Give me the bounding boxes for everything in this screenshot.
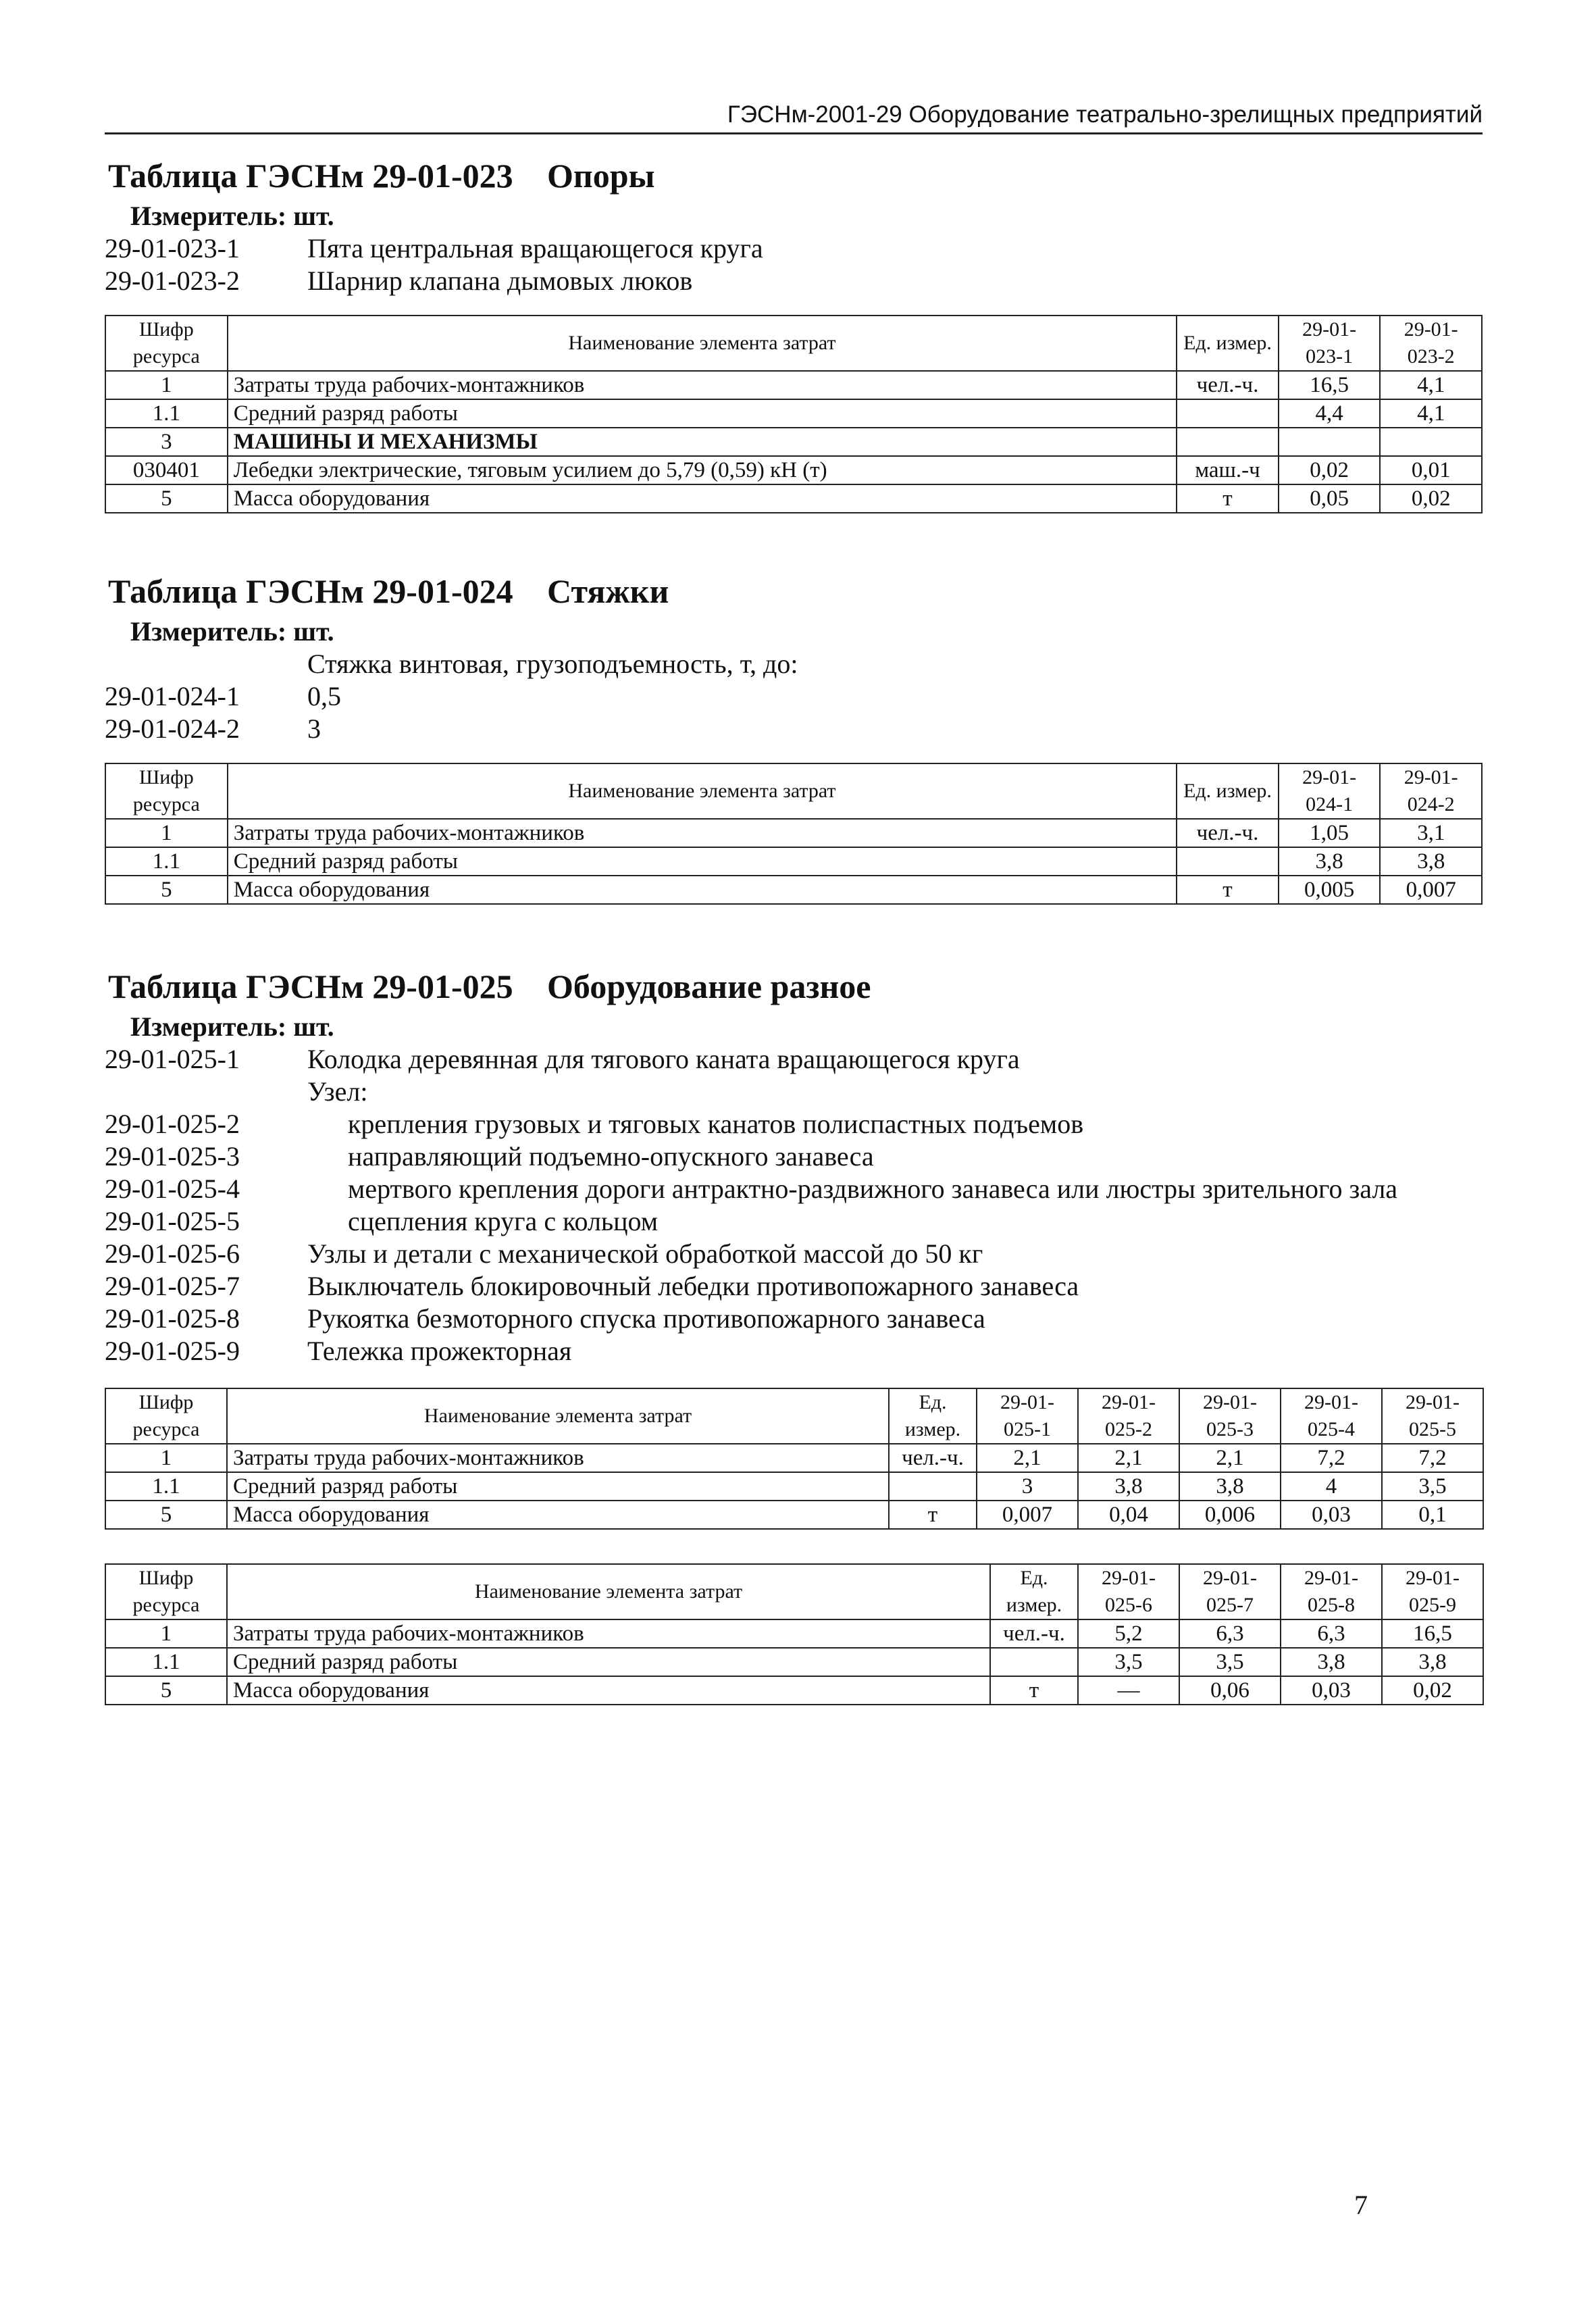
header-column: 29-01-023-2 [1380, 316, 1482, 371]
cell-value: 6,3 [1281, 1619, 1382, 1648]
cell-value: 3,8 [1279, 847, 1381, 876]
cell-value: 7,2 [1382, 1444, 1483, 1472]
item-intro [105, 648, 1483, 680]
cell-unit: т [990, 1676, 1078, 1705]
item-text: Тележка прожекторная [307, 1336, 572, 1366]
cell-value: 3,1 [1380, 819, 1482, 847]
cell-name: МАШИНЫ И МЕХАНИЗМЫ [228, 428, 1177, 456]
header-unit: Ед. измер. [1177, 763, 1279, 819]
item-code: 29-01-023-2 [105, 266, 240, 296]
item-code: 29-01-023-1 [105, 233, 240, 263]
item-code: 29-01-025-6 [105, 1238, 240, 1269]
intro-text: Стяжка винтовая, грузоподъемность, т, до: [307, 649, 798, 679]
header-column: 29-01-025-8 [1281, 1564, 1382, 1619]
item-text: Колодка деревянная для тягового каната вращающегося круга [307, 1044, 1020, 1074]
item-text: 3 [307, 713, 321, 744]
cell-code: 1.1 [105, 1472, 227, 1501]
table-row [105, 1676, 1483, 1705]
cell-code: 5 [105, 1676, 227, 1705]
item-text: мертвого крепления дороги антрактно-раздвижного занавеса или люстры зрительного зала [348, 1174, 1398, 1204]
cell-value: 2,1 [977, 1444, 1078, 1472]
cell-value: 3,5 [1382, 1472, 1483, 1501]
item-code: 29-01-025-5 [105, 1206, 240, 1236]
cell-unit: т [1177, 876, 1279, 904]
header-code: Шифр ресурса [105, 1564, 227, 1619]
header-column: 29-01-025-9 [1382, 1564, 1483, 1619]
section-29-01-023 [105, 155, 1483, 513]
cell-value: 0,05 [1279, 484, 1381, 513]
cell-value: 0,1 [1382, 1501, 1483, 1529]
header-column: 29-01-025-6 [1078, 1564, 1179, 1619]
cell-unit: чел.-ч. [1177, 819, 1279, 847]
cell-value: 3,8 [1281, 1648, 1382, 1676]
item-text: Рукоятка безмоторного спуска противопожарного занавеса [307, 1303, 985, 1334]
cell-name: Средний разряд работы [227, 1648, 990, 1676]
cell-unit: маш.-ч [1177, 456, 1279, 484]
table-title [108, 571, 1483, 611]
cell-value: 1,05 [1279, 819, 1381, 847]
cell-name: Затраты труда рабочих-монтажников [228, 371, 1177, 399]
cell-value: 2,1 [1179, 1444, 1281, 1472]
cell-code: 1 [105, 819, 228, 847]
item-text: Пята центральная вращающегося круга [307, 233, 763, 263]
table-title [108, 966, 1483, 1007]
cell-code: 3 [105, 428, 228, 456]
list-item [105, 1108, 1483, 1140]
norms-table [105, 763, 1483, 905]
table-row [105, 1501, 1483, 1529]
table-row [105, 399, 1482, 428]
header-name: Наименование элемента затрат [228, 316, 1177, 371]
table-header-row [105, 1388, 1483, 1444]
norms-table [105, 315, 1483, 513]
table-row [105, 1619, 1483, 1648]
table-row [105, 1472, 1483, 1501]
table-row [105, 371, 1482, 399]
cell-name: Средний разряд работы [228, 399, 1177, 428]
header-name: Наименование элемента затрат [227, 1388, 889, 1444]
cell-value: 3,5 [1078, 1648, 1179, 1676]
cell-unit [1177, 399, 1279, 428]
cell-value: 4,4 [1279, 399, 1381, 428]
cell-value: 2,1 [1078, 1444, 1179, 1472]
item-code: 29-01-025-2 [105, 1109, 240, 1139]
list-item [105, 232, 1483, 265]
cell-unit: т [889, 1501, 977, 1529]
cell-code: 5 [105, 484, 228, 513]
header-unit: Ед. измер. [1177, 316, 1279, 371]
cell-name: Затраты труда рабочих-монтажников [227, 1619, 990, 1648]
list-item [105, 1270, 1483, 1303]
list-item [105, 1173, 1483, 1205]
cell-code: 1 [105, 1619, 227, 1648]
cell-value: 0,02 [1279, 456, 1381, 484]
item-text: крепления грузовых и тяговых канатов полиспастных подъемов [348, 1109, 1084, 1139]
cell-name: Масса оборудования [227, 1501, 889, 1529]
item-code: 29-01-024-2 [105, 713, 240, 744]
cell-value: 0,007 [1380, 876, 1482, 904]
cell-value: 0,03 [1281, 1676, 1382, 1705]
cell-unit [990, 1648, 1078, 1676]
table-name: Опоры [547, 157, 655, 195]
header-name: Наименование элемента затрат [228, 763, 1177, 819]
cell-value: 5,2 [1078, 1619, 1179, 1648]
cell-value [1279, 428, 1381, 456]
page-number: 7 [1354, 2190, 1368, 2220]
cell-name: Масса оборудования [227, 1676, 990, 1705]
cell-name: Средний разряд работы [227, 1472, 889, 1501]
cell-code: 1.1 [105, 1648, 227, 1676]
header-column: 29-01-025-2 [1078, 1388, 1179, 1444]
list-item [105, 1238, 1483, 1270]
item-code: 29-01-025-3 [105, 1141, 240, 1172]
table-code: Таблица ГЭСНм 29-01-024 [108, 572, 513, 610]
table-code: Таблица ГЭСНм 29-01-025 [108, 967, 513, 1005]
item-list [105, 1043, 1483, 1367]
item-code: 29-01-025-8 [105, 1303, 240, 1334]
header-code: Шифр ресурса [105, 763, 228, 819]
header-column: 29-01-025-5 [1382, 1388, 1483, 1444]
header-column: 29-01-025-3 [1179, 1388, 1281, 1444]
list-item [105, 680, 1483, 713]
cell-value: 0,007 [977, 1501, 1078, 1529]
header-code: Шифр ресурса [105, 1388, 227, 1444]
item-text: Шарнир клапана дымовых люков [307, 266, 693, 296]
running-header: ГЭСНм-2001-29 Оборудование театрально-зрелищных предприятий [105, 101, 1483, 134]
list-item [105, 265, 1483, 297]
cell-name: Масса оборудования [228, 484, 1177, 513]
item-text: Выключатель блокировочный лебедки противопожарного занавеса [307, 1271, 1079, 1301]
item-list [105, 232, 1483, 297]
header-column: 29-01-024-2 [1380, 763, 1482, 819]
cell-value: 0,01 [1380, 456, 1482, 484]
list-item [105, 1303, 1483, 1335]
table-code: Таблица ГЭСНм 29-01-023 [108, 157, 513, 195]
item-text: Узел: [307, 1076, 368, 1107]
item-list [105, 680, 1483, 745]
cell-unit [1177, 847, 1279, 876]
item-code [105, 1076, 307, 1108]
header-column: 29-01-025-1 [977, 1388, 1078, 1444]
item-text: 0,5 [307, 681, 341, 711]
item-code: 29-01-025-1 [105, 1044, 240, 1074]
cell-value: 0,005 [1279, 876, 1381, 904]
cell-value: 7,2 [1281, 1444, 1382, 1472]
cell-value: 0,03 [1281, 1501, 1382, 1529]
header-column: 29-01-025-7 [1179, 1564, 1281, 1619]
table-row [105, 484, 1482, 513]
cell-code: 1 [105, 371, 228, 399]
item-code: 29-01-025-7 [105, 1271, 240, 1301]
cell-value [1380, 428, 1482, 456]
cell-value: 0,02 [1380, 484, 1482, 513]
list-item [105, 713, 1483, 745]
cell-value: 3,8 [1078, 1472, 1179, 1501]
list-item [105, 1205, 1483, 1238]
list-item [105, 1043, 1483, 1076]
cell-value: 3 [977, 1472, 1078, 1501]
cell-code: 5 [105, 876, 228, 904]
section-29-01-024 [105, 571, 1483, 905]
cell-value: 4 [1281, 1472, 1382, 1501]
table-header-row [105, 1564, 1483, 1619]
cell-value: 3,8 [1380, 847, 1482, 876]
cell-code: 5 [105, 1501, 227, 1529]
cell-code: 030401 [105, 456, 228, 484]
header-code: Шифр ресурса [105, 316, 228, 371]
table-row [105, 819, 1482, 847]
table-row [105, 876, 1482, 904]
cell-code: 1.1 [105, 847, 228, 876]
cell-unit [889, 1472, 977, 1501]
item-code: 29-01-025-4 [105, 1174, 240, 1204]
cell-unit: т [1177, 484, 1279, 513]
table-row [105, 1648, 1483, 1676]
table-name: Стяжки [547, 572, 669, 610]
cell-value: 3,5 [1179, 1648, 1281, 1676]
table-row [105, 428, 1482, 456]
list-item [105, 1076, 1483, 1108]
table-header-row [105, 316, 1482, 371]
cell-value: 0,006 [1179, 1501, 1281, 1529]
header-column: 29-01-024-1 [1279, 763, 1381, 819]
cell-name: Лебедки электрические, тяговым усилием до 5,79 (0,59) кН (т) [228, 456, 1177, 484]
table-row [105, 847, 1482, 876]
cell-name: Затраты труда рабочих-монтажников [227, 1444, 889, 1472]
cell-unit [1177, 428, 1279, 456]
header-name: Наименование элемента затрат [227, 1564, 990, 1619]
header-unit: Ед. измер. [990, 1564, 1078, 1619]
item-code: 29-01-024-1 [105, 681, 240, 711]
cell-value: 0,04 [1078, 1501, 1179, 1529]
cell-value: 4,1 [1380, 399, 1482, 428]
cell-value: 3,8 [1179, 1472, 1281, 1501]
cell-value: 3,8 [1382, 1648, 1483, 1676]
cell-unit: чел.-ч. [1177, 371, 1279, 399]
item-text: направляющий подъемно-опускного занавеса [348, 1141, 874, 1172]
table-name: Оборудование разное [547, 967, 871, 1005]
cell-value: 0,06 [1179, 1676, 1281, 1705]
cell-name: Масса оборудования [228, 876, 1177, 904]
cell-name: Затраты труда рабочих-монтажников [228, 819, 1177, 847]
cell-code: 1.1 [105, 399, 228, 428]
table-title [108, 155, 1483, 196]
norms-table [105, 1563, 1484, 1705]
header-column: 29-01-025-4 [1281, 1388, 1382, 1444]
item-code: 29-01-025-9 [105, 1336, 240, 1366]
norms-table [105, 1388, 1484, 1530]
header-unit: Ед. измер. [889, 1388, 977, 1444]
measure-label: Измеритель: шт. [130, 201, 334, 231]
cell-value: 0,02 [1382, 1676, 1483, 1705]
cell-value: 16,5 [1279, 371, 1381, 399]
measure-label: Измеритель: шт. [130, 1011, 334, 1042]
cell-code: 1 [105, 1444, 227, 1472]
measure-label: Измеритель: шт. [130, 616, 334, 647]
cell-value: 4,1 [1380, 371, 1482, 399]
cell-value: — [1078, 1676, 1179, 1705]
cell-name: Средний разряд работы [228, 847, 1177, 876]
list-item [105, 1335, 1483, 1367]
cell-value: 6,3 [1179, 1619, 1281, 1648]
item-text: Узлы и детали с механической обработкой массой до 50 кг [307, 1238, 983, 1269]
table-row [105, 1444, 1483, 1472]
cell-unit: чел.-ч. [990, 1619, 1078, 1648]
header-column: 29-01-023-1 [1279, 316, 1381, 371]
table-header-row [105, 763, 1482, 819]
item-text: сцепления круга с кольцом [348, 1206, 659, 1236]
table-row [105, 456, 1482, 484]
section-29-01-025 [105, 966, 1483, 1705]
cell-value: 16,5 [1382, 1619, 1483, 1648]
cell-unit: чел.-ч. [889, 1444, 977, 1472]
list-item [105, 1140, 1483, 1173]
